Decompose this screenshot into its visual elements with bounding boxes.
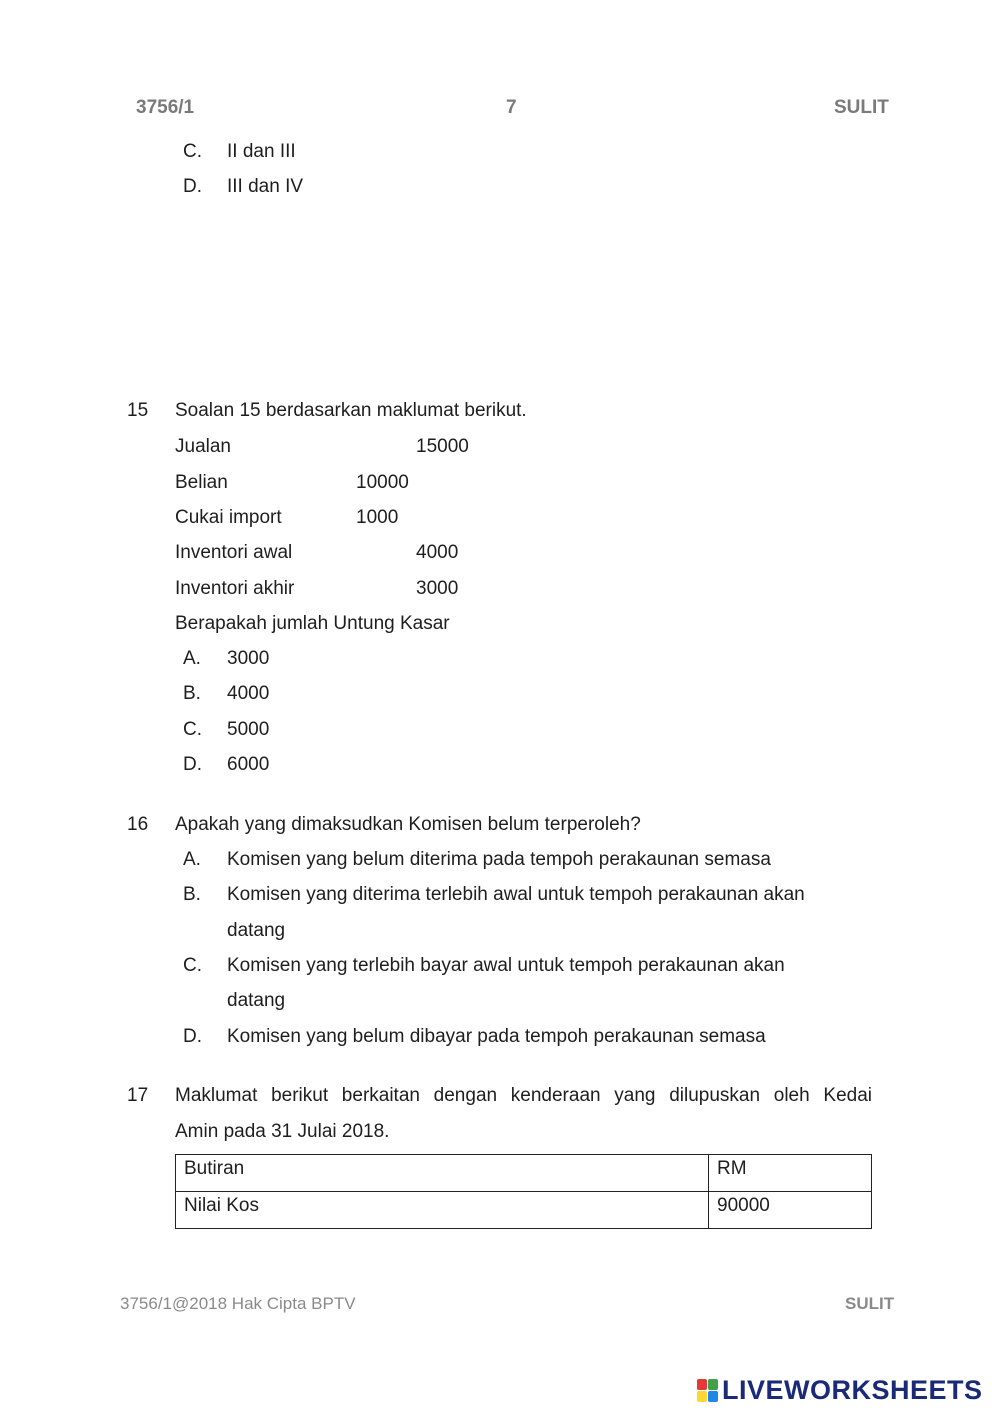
option-letter: D.: [183, 1026, 202, 1047]
page-number: 7: [506, 97, 517, 118]
question-number: 15: [127, 400, 149, 421]
question-stem: Apakah yang dimaksudkan Komisen belum terperoleh?: [175, 814, 641, 835]
question-number: 17: [127, 1085, 149, 1106]
option-letter: C.: [183, 955, 202, 976]
vehicle-info-table: [175, 1154, 872, 1229]
info-label-jualan: Jualan: [175, 436, 231, 457]
question-stem-line-2: Amin pada 31 Julai 2018.: [175, 1121, 390, 1142]
info-label-inventori-awal: Inventori awal: [175, 542, 293, 563]
info-label-belian: Belian: [175, 472, 228, 493]
header-classification: SULIT: [834, 97, 889, 118]
question-number: 16: [127, 814, 149, 835]
info-value-jualan: 15000: [416, 436, 469, 457]
table-cell: 90000: [709, 1192, 872, 1229]
info-value-inventori-akhir: 3000: [416, 578, 459, 599]
option-letter: B.: [183, 683, 201, 704]
footer-copyright: 3756/1@2018 Hak Cipta BPTV: [120, 1294, 356, 1313]
option-text-continued: datang: [227, 990, 286, 1011]
liveworksheets-icon: [697, 1379, 718, 1402]
exam-code: 3756/1: [136, 97, 195, 118]
option-text: II dan III: [227, 141, 296, 162]
option-letter: A.: [183, 849, 201, 870]
option-text-continued: datang: [227, 920, 286, 941]
table-header-row: [176, 1155, 872, 1192]
footer-classification: SULIT: [845, 1294, 895, 1313]
liveworksheets-wordmark: LIVEWORKSHEETS: [722, 1375, 983, 1405]
info-label-inventori-akhir: Inventori akhir: [175, 578, 295, 599]
option-text: 5000: [227, 719, 270, 740]
question-stem-line-1: Maklumat berikut berkaitan dengan kenderaan yang dilupuskan oleh Kedai: [175, 1085, 872, 1106]
table-header-cell: Butiran: [176, 1155, 709, 1192]
option-letter: A.: [183, 648, 201, 669]
option-letter: D.: [183, 176, 202, 197]
question-stem: Soalan 15 berdasarkan maklumat berikut.: [175, 400, 527, 421]
question-prompt: Berapakah jumlah Untung Kasar: [175, 613, 450, 634]
option-text: Komisen yang belum diterima pada tempoh perakaunan semasa: [227, 849, 771, 870]
info-value-belian: 10000: [356, 472, 409, 493]
table-row: [176, 1192, 872, 1229]
option-letter: C.: [183, 141, 202, 162]
option-text: 4000: [227, 683, 270, 704]
option-text: 6000: [227, 754, 270, 775]
option-text: Komisen yang belum dibayar pada tempoh perakaunan semasa: [227, 1026, 766, 1047]
table-header-cell: RM: [709, 1155, 872, 1192]
info-value-inventori-awal: 4000: [416, 542, 459, 563]
liveworksheets-logo: [697, 1375, 983, 1406]
info-label-cukai-import: Cukai import: [175, 507, 282, 528]
table-cell: Nilai Kos: [176, 1192, 709, 1229]
option-text: Komisen yang diterima terlebih awal untuk tempoh perakaunan akan: [227, 884, 805, 905]
option-text: 3000: [227, 648, 270, 669]
option-letter: C.: [183, 719, 202, 740]
option-letter: D.: [183, 754, 202, 775]
option-text: Komisen yang terlebih bayar awal untuk tempoh perakaunan akan: [227, 955, 785, 976]
option-letter: B.: [183, 884, 201, 905]
option-text: III dan IV: [227, 176, 304, 197]
info-value-cukai-import: 1000: [356, 507, 399, 528]
